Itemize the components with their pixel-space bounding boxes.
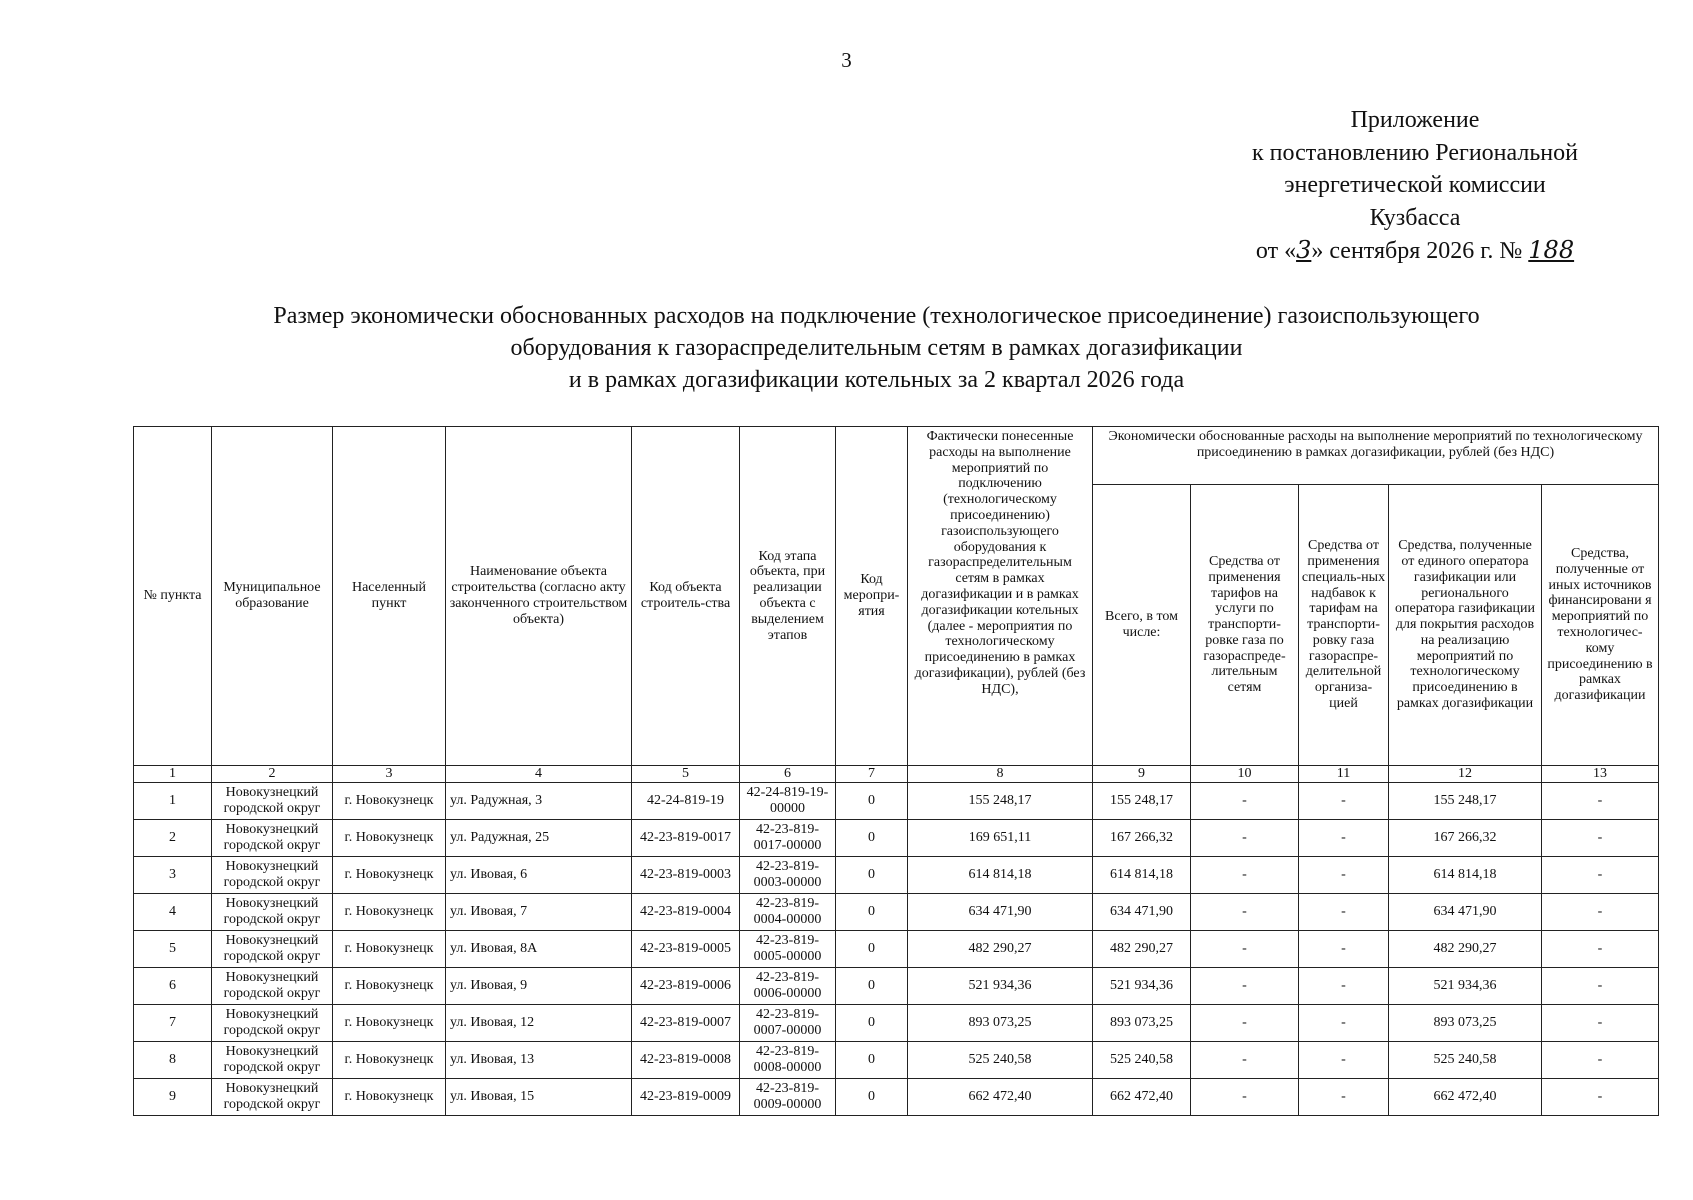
cell-total: 521 934,36 <box>1093 968 1191 1005</box>
col-number: 3 <box>333 766 446 783</box>
cell-actual-expenses: 521 934,36 <box>908 968 1093 1005</box>
cell-total: 893 073,25 <box>1093 1005 1191 1042</box>
col-number: 8 <box>908 766 1093 783</box>
title-line-2: оборудования к газораспределительным сетям в рамках догазификации <box>510 335 1243 361</box>
cell-stage-code: 42-24-819-19-00000 <box>740 783 836 820</box>
appendix-line-3: энергетической комиссии <box>1284 172 1546 198</box>
cell-event-code: 0 <box>836 894 908 931</box>
cell-municipality: Новокузнецкий городской округ <box>212 857 333 894</box>
header-municipality: Муниципальное образование <box>212 427 333 766</box>
cell-operator-funds: 634 471,90 <box>1389 894 1542 931</box>
header-operator-funds: Средства, полученные от единого оператора газификации или регионального оператора газификации для покрытия расходов на реализацию мероприятий по технологическому присоединению в рамках догазификации <box>1389 485 1542 766</box>
cell-actual-expenses: 169 651,11 <box>908 820 1093 857</box>
column-number-row <box>134 766 1659 783</box>
col-number: 9 <box>1093 766 1191 783</box>
cell-event-code: 0 <box>836 1042 908 1079</box>
cell-object-code: 42-23-819-0005 <box>632 931 740 968</box>
page-number: 3 <box>841 48 852 72</box>
header-justified-expenses-group: Экономически обоснованные расходы на выполнение мероприятий по технологическому присоединению в рамках догазификации, рублей (без НДС) <box>1093 427 1659 485</box>
table-row <box>134 894 1659 931</box>
cell-event-code: 0 <box>836 931 908 968</box>
cell-other-funds: - <box>1542 783 1659 820</box>
cell-tariff-funds: - <box>1191 1005 1299 1042</box>
doc-number: 188 <box>1528 236 1575 264</box>
cell-object-name: ул. Ивовая, 7 <box>446 894 632 931</box>
cell-tariff-funds: - <box>1191 1079 1299 1116</box>
table-row <box>134 820 1659 857</box>
cell-item-number: 8 <box>134 1042 212 1079</box>
cell-item-number: 4 <box>134 894 212 931</box>
cell-tariff-funds: - <box>1191 968 1299 1005</box>
cell-municipality: Новокузнецкий городской округ <box>212 1042 333 1079</box>
appendix-block <box>1215 104 1615 268</box>
date-prefix: от « <box>1255 238 1297 264</box>
title-line-3: и в рамках догазификации котельных за 2 квартал 2026 года <box>568 367 1185 393</box>
cell-other-funds: - <box>1542 894 1659 931</box>
cell-item-number: 1 <box>134 783 212 820</box>
cell-operator-funds: 893 073,25 <box>1389 1005 1542 1042</box>
cell-stage-code: 42-23-819-0004-00000 <box>740 894 836 931</box>
cell-event-code: 0 <box>836 820 908 857</box>
document-title <box>120 300 1633 396</box>
cell-settlement: г. Новокузнецк <box>333 857 446 894</box>
cell-actual-expenses: 614 814,18 <box>908 857 1093 894</box>
cell-other-funds: - <box>1542 1042 1659 1079</box>
cell-total: 155 248,17 <box>1093 783 1191 820</box>
cell-object-code: 42-24-819-19 <box>632 783 740 820</box>
cell-object-code: 42-23-819-0006 <box>632 968 740 1005</box>
table-row <box>134 931 1659 968</box>
header-other-funds: Средства, полученные от иных источников финансировани я мероприятий по технологичес-кому присоединению в рамках догазификации <box>1542 485 1659 766</box>
cell-stage-code: 42-23-819-0017-00000 <box>740 820 836 857</box>
cell-settlement: г. Новокузнецк <box>333 931 446 968</box>
cell-object-code: 42-23-819-0009 <box>632 1079 740 1116</box>
cell-tariff-funds: - <box>1191 894 1299 931</box>
cell-municipality: Новокузнецкий городской округ <box>212 820 333 857</box>
header-object-code: Код объекта строитель-ства <box>632 427 740 766</box>
cell-item-number: 9 <box>134 1079 212 1116</box>
cell-total: 525 240,58 <box>1093 1042 1191 1079</box>
appendix-line-1: Приложение <box>1350 107 1480 133</box>
col-number: 13 <box>1542 766 1659 783</box>
cell-tariff-funds: - <box>1191 857 1299 894</box>
header-total: Всего, в том числе: <box>1093 485 1191 766</box>
cell-stage-code: 42-23-819-0007-00000 <box>740 1005 836 1042</box>
cell-municipality: Новокузнецкий городской округ <box>212 894 333 931</box>
cell-settlement: г. Новокузнецк <box>333 1005 446 1042</box>
cell-item-number: 2 <box>134 820 212 857</box>
col-number: 11 <box>1299 766 1389 783</box>
header-event-code: Код меропри-ятия <box>836 427 908 766</box>
col-number: 2 <box>212 766 333 783</box>
cell-surcharge-funds: - <box>1299 1005 1389 1042</box>
cell-object-name: ул. Ивовая, 9 <box>446 968 632 1005</box>
appendix-date-line <box>1215 234 1615 268</box>
cell-item-number: 5 <box>134 931 212 968</box>
cell-settlement: г. Новокузнецк <box>333 1042 446 1079</box>
cell-other-funds: - <box>1542 820 1659 857</box>
cell-object-name: ул. Ивовая, 15 <box>446 1079 632 1116</box>
cell-surcharge-funds: - <box>1299 894 1389 931</box>
cell-object-name: ул. Радужная, 3 <box>446 783 632 820</box>
cell-stage-code: 42-23-819-0008-00000 <box>740 1042 836 1079</box>
cell-total: 662 472,40 <box>1093 1079 1191 1116</box>
cell-surcharge-funds: - <box>1299 857 1389 894</box>
cell-event-code: 0 <box>836 1005 908 1042</box>
cell-object-name: ул. Ивовая, 13 <box>446 1042 632 1079</box>
cell-total: 634 471,90 <box>1093 894 1191 931</box>
cell-other-funds: - <box>1542 968 1659 1005</box>
cell-item-number: 6 <box>134 968 212 1005</box>
cell-settlement: г. Новокузнецк <box>333 820 446 857</box>
appendix-line-4: Кузбасса <box>1369 204 1461 231</box>
cell-surcharge-funds: - <box>1299 783 1389 820</box>
cell-object-code: 42-23-819-0008 <box>632 1042 740 1079</box>
table-row <box>134 1079 1659 1116</box>
cell-operator-funds: 521 934,36 <box>1389 968 1542 1005</box>
header-stage-code: Код этапа объекта, при реализации объекта с выделением этапов <box>740 427 836 766</box>
cell-actual-expenses: 155 248,17 <box>908 783 1093 820</box>
appendix-line-2: к постановлению Региональной <box>1252 139 1578 166</box>
title-line-1: Размер экономически обоснованных расходов на подключение (технологическое присоединение) газоиспользующего <box>273 303 1480 329</box>
cell-actual-expenses: 893 073,25 <box>908 1005 1093 1042</box>
cell-stage-code: 42-23-819-0003-00000 <box>740 857 836 894</box>
cell-operator-funds: 662 472,40 <box>1389 1079 1542 1116</box>
cell-actual-expenses: 525 240,58 <box>908 1042 1093 1079</box>
cell-tariff-funds: - <box>1191 820 1299 857</box>
table-row <box>134 968 1659 1005</box>
cell-actual-expenses: 662 472,40 <box>908 1079 1093 1116</box>
cell-tariff-funds: - <box>1191 931 1299 968</box>
cell-event-code: 0 <box>836 968 908 1005</box>
cell-municipality: Новокузнецкий городской округ <box>212 1079 333 1116</box>
cell-tariff-funds: - <box>1191 1042 1299 1079</box>
cell-other-funds: - <box>1542 931 1659 968</box>
header-object-name: Наименование объекта строительства (согласно акту законченного строительством объекта) <box>446 427 632 766</box>
col-number: 12 <box>1389 766 1542 783</box>
cell-stage-code: 42-23-819-0006-00000 <box>740 968 836 1005</box>
cell-surcharge-funds: - <box>1299 931 1389 968</box>
cell-operator-funds: 525 240,58 <box>1389 1042 1542 1079</box>
date-middle: » сентября 2026 г. № <box>1311 238 1529 264</box>
cell-object-name: ул. Ивовая, 12 <box>446 1005 632 1042</box>
cell-other-funds: - <box>1542 1005 1659 1042</box>
cell-settlement: г. Новокузнецк <box>333 1079 446 1116</box>
cell-object-code: 42-23-819-0003 <box>632 857 740 894</box>
cell-object-name: ул. Ивовая, 6 <box>446 857 632 894</box>
cell-total: 614 814,18 <box>1093 857 1191 894</box>
cell-tariff-funds: - <box>1191 783 1299 820</box>
cell-stage-code: 42-23-819-0005-00000 <box>740 931 836 968</box>
cell-municipality: Новокузнецкий городской округ <box>212 968 333 1005</box>
header-actual-expenses: Фактически понесенные расходы на выполнение мероприятий по подключению (технологическому присоединению) газоиспользующего оборудования к газораспределительным сетям в рамках догазификации и в рамках догазификации котельных (далее - мероприятия по технологическому присоединению в рамках догазификации), рублей (без НДС), <box>908 427 1093 766</box>
cell-other-funds: - <box>1542 857 1659 894</box>
col-number: 4 <box>446 766 632 783</box>
cell-municipality: Новокузнецкий городской округ <box>212 1005 333 1042</box>
cell-municipality: Новокузнецкий городской округ <box>212 931 333 968</box>
header-tariff-funds: Средства от применения тарифов на услуги по транспорти-ровке газа по газораспреде-лительным сетям <box>1191 485 1299 766</box>
cell-operator-funds: 167 266,32 <box>1389 820 1542 857</box>
header-settlement: Населенный пункт <box>333 427 446 766</box>
cell-operator-funds: 155 248,17 <box>1389 783 1542 820</box>
cell-surcharge-funds: - <box>1299 820 1389 857</box>
table-row <box>134 1005 1659 1042</box>
col-number: 5 <box>632 766 740 783</box>
cell-operator-funds: 614 814,18 <box>1389 857 1542 894</box>
cell-object-code: 42-23-819-0017 <box>632 820 740 857</box>
table-row <box>134 783 1659 820</box>
cell-total: 482 290,27 <box>1093 931 1191 968</box>
cell-settlement: г. Новокузнецк <box>333 968 446 1005</box>
cell-item-number: 7 <box>134 1005 212 1042</box>
cell-object-name: ул. Радужная, 25 <box>446 820 632 857</box>
cell-event-code: 0 <box>836 783 908 820</box>
header-item-number: № пункта <box>134 427 212 766</box>
cell-total: 167 266,32 <box>1093 820 1191 857</box>
table-row <box>134 857 1659 894</box>
cell-actual-expenses: 482 290,27 <box>908 931 1093 968</box>
cell-settlement: г. Новокузнецк <box>333 894 446 931</box>
cell-other-funds: - <box>1542 1079 1659 1116</box>
cell-surcharge-funds: - <box>1299 1079 1389 1116</box>
cell-settlement: г. Новокузнецк <box>333 783 446 820</box>
col-number: 7 <box>836 766 908 783</box>
table-row <box>134 1042 1659 1079</box>
cell-item-number: 3 <box>134 857 212 894</box>
cell-object-name: ул. Ивовая, 8А <box>446 931 632 968</box>
col-number: 10 <box>1191 766 1299 783</box>
expenses-table <box>133 426 1659 1116</box>
cell-operator-funds: 482 290,27 <box>1389 931 1542 968</box>
cell-object-code: 42-23-819-0004 <box>632 894 740 931</box>
col-number: 6 <box>740 766 836 783</box>
cell-surcharge-funds: - <box>1299 1042 1389 1079</box>
header-surcharge-funds: Средства от применения специаль-ных надбавок к тарифам на транспорти-ровку газа газораспре-делительной организа-цией <box>1299 485 1389 766</box>
col-number: 1 <box>134 766 212 783</box>
cell-object-code: 42-23-819-0007 <box>632 1005 740 1042</box>
date-day: 3 <box>1296 236 1312 264</box>
cell-surcharge-funds: - <box>1299 968 1389 1005</box>
cell-actual-expenses: 634 471,90 <box>908 894 1093 931</box>
cell-stage-code: 42-23-819-0009-00000 <box>740 1079 836 1116</box>
cell-municipality: Новокузнецкий городской округ <box>212 783 333 820</box>
cell-event-code: 0 <box>836 857 908 894</box>
cell-event-code: 0 <box>836 1079 908 1116</box>
